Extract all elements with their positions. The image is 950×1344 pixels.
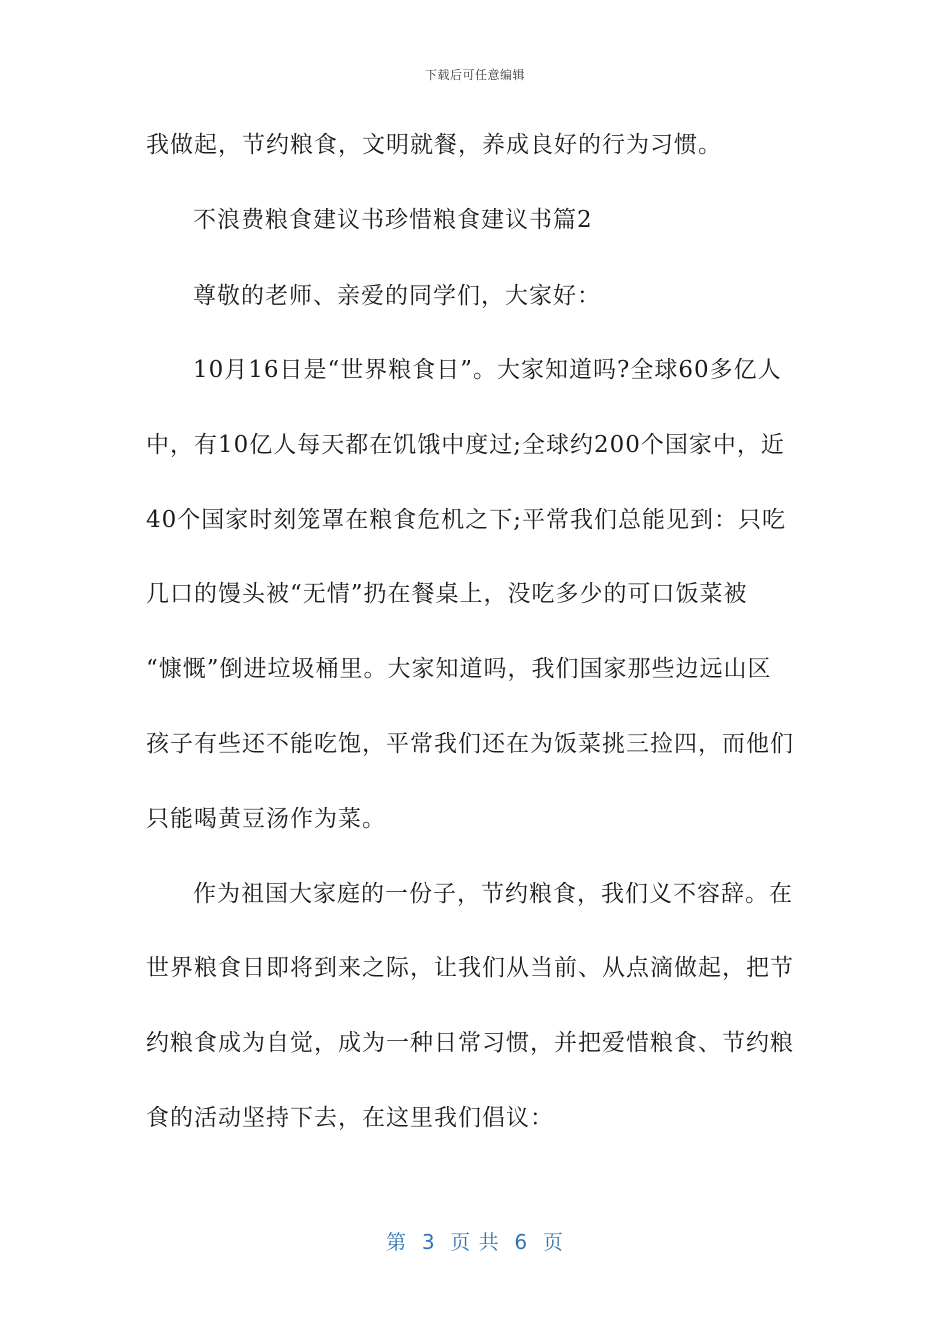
salutation: 尊敬的老师、亲爱的同学们，大家好： [193, 283, 601, 309]
text-line-11: 作为祖国大家庭的一份子，节约粮食，我们义不容辞。在 [193, 881, 793, 907]
text-line-6: 40个国家时刻笼罩在粮食危机之下;平常我们总能见到：只吃 [146, 507, 787, 533]
text-line-13: 约粮食成为自觉，成为一种日常习惯，并把爱惜粮食、节约粮 [146, 1030, 794, 1056]
section-heading: 不浪费粮食建议书珍惜粮食建议书篇2 [193, 207, 593, 233]
text-line-1: 我做起，节约粮食，文明就餐，养成良好的行为习惯。 [146, 132, 722, 158]
page-number-footer: 第 3 页 共 6 页 [386, 1230, 564, 1254]
text-line-4: 10月16日是“世界粮食日”。大家知道吗?全球60多亿人 [193, 357, 782, 383]
text-line-12: 世界粮食日即将到来之际，让我们从当前、从点滴做起，把节 [146, 955, 794, 981]
text-line-10: 只能喝黄豆汤作为菜。 [146, 806, 386, 832]
text-line-7: 几口的馒头被“无情”扔在餐桌上，没吃多少的可口饭菜被 [146, 581, 748, 607]
text-line-9: 孩子有些还不能吃饱，平常我们还在为饭菜挑三捡四，而他们 [146, 731, 794, 757]
header-note: 下载后可任意编辑 [424, 68, 525, 82]
text-line-8: “慷慨”倒进垃圾桶里。大家知道吗，我们国家那些边远山区 [146, 656, 772, 682]
text-line-14: 食的活动坚持下去，在这里我们倡议： [146, 1105, 554, 1131]
text-line-5: 中，有10亿人每天都在饥饿中度过;全球约200个国家中，近 [146, 432, 785, 458]
